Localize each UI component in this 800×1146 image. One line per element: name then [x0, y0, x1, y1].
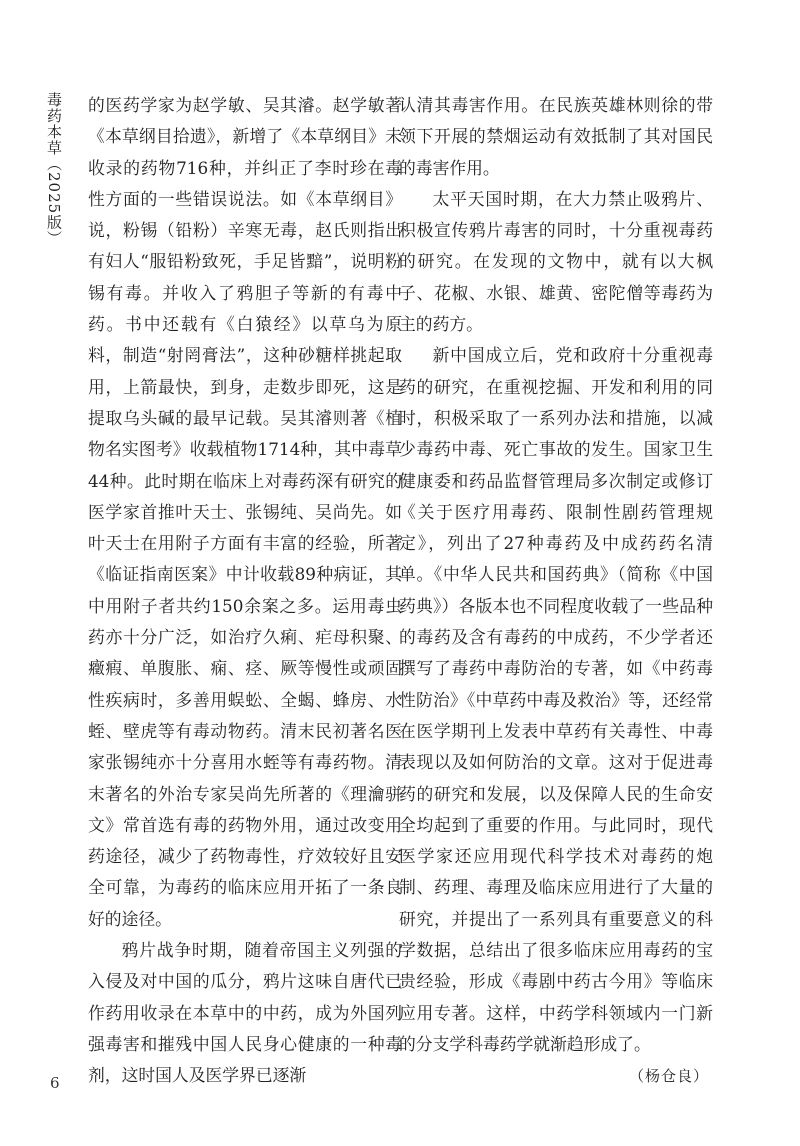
paragraph-new-china-period: 新中国成立后，党和政府十分重视毒药的研究，在重视挖掘、开发和利用的同时，积极采取了一系列办法和措施，以减少毒药中毒、死亡事故的发生。国家卫生健康委和药品监督管理局多次制定或修订《关于医疗用毒药、限制性剧药管理规定》，列出了27种毒药及中成药药名清单。《中华人民共和国药典》（简称《中国药典》）各版本也不同程度收载了一些品种的毒药及含有毒药的中成药，不少学者还撰写了毒药中毒防治的专著，如《中药毒性防治》《中草药中毒及救治》等，还经常在医学期刊上发表中草药有关毒性、中毒表现以及如何防治的文章。这对于促进毒药的研究和发展，以及保障人民的生命安全均起到了重要的作用。与此同时，现代医学家还应用现代科学技术对毒药的炮制、药理、毒理及临床应用进行了大量的研究，并提出了一系列具有重要意义的科学数据，总结出了很多临床应用毒药的宝贵经验，形成《毒剧中药古今用》等临床应用专著。这样，中药学科领域内一门新的分支学科毒药学就渐趋形成了。 — [399, 345, 713, 1054]
running-header-book-title: 毒药本草（2025版） — [45, 92, 63, 247]
author-signature: （杨仓良） — [628, 1067, 709, 1086]
paragraph-continued-opium-harm: 认清其毒害作用。在民族英雄林则徐的带领下开展的禁烟运动有效抵制了其对国民的毒害作用。 — [399, 95, 713, 178]
page-number: 6 — [50, 1074, 60, 1092]
left-text-column — [88, 90, 402, 1092]
right-text-column — [399, 90, 713, 1090]
paragraph-continued-qing-physicians: 的医药学家为赵学敏、吴其濬。赵学敏著《本草纲目拾遗》，新增了《本草纲目》未收录的药物716种，并纠正了李时珍在毒性方面的一些错误说法。如《本草纲目》说，粉锡（铅粉）辛寒无毒，赵氏则指出有妇人“服铅粉致死，手足皆黯”，说明粉锡有毒。并收入了鸦胆子等新的有毒中药。书中还载有《白猿经》以草乌为原料，制造“射罔膏法”，这种砂糖样挑起取用，上箭最快，到身，走数步即死，这是提取乌头碱的最早记载。吴其濬则著《植物名实图考》收载植物1714种，其中毒草44种。此时期在临床上对毒药深有研究的医学家首推叶天士、张锡纯、吴尚先。如叶天士在用附子方面有丰富的经验，所著《临证指南医案》中计收载89种病证，其中用附子者共约150余案之多。运用毒虫药亦十分广泛，如治疗久痢、疟母积聚、癥瘕、单腹胀、痫、痉、厥等慢性或顽固性疾病时，多善用蜈蚣、全蝎、蜂房、水蛭、壁虎等有毒动物药。清末民初著名医家张锡纯亦十分喜用水蛭等有毒药物。清末著名的外治专家吴尚先所著的《理瀹骈文》常首选有毒的药物外用，通过改变用药途径，减少了药物毒性，疗效较好且安全可靠，为毒药的临床应用开拓了一条良好的途径。 — [88, 95, 402, 929]
paragraph-opium-war-period: 鸦片战争时期，随着帝国主义列强的入侵及对中国的瓜分，鸦片这味自唐代已作药用收录在本草中的中药，成为外国列强毒害和摧残中国人民身心健康的一种毒剂，这时国人及医学界已逐渐 — [88, 940, 402, 1086]
paragraph-taiping-period: 太平天国时期，在大力禁止吸鸦片、积极宣传鸦片毒害的同时，十分重视毒药的研究。在发现的文物中，就有以大枫子、花椒、水银、雄黄、密陀僧等毒药为主的药方。 — [399, 188, 713, 335]
